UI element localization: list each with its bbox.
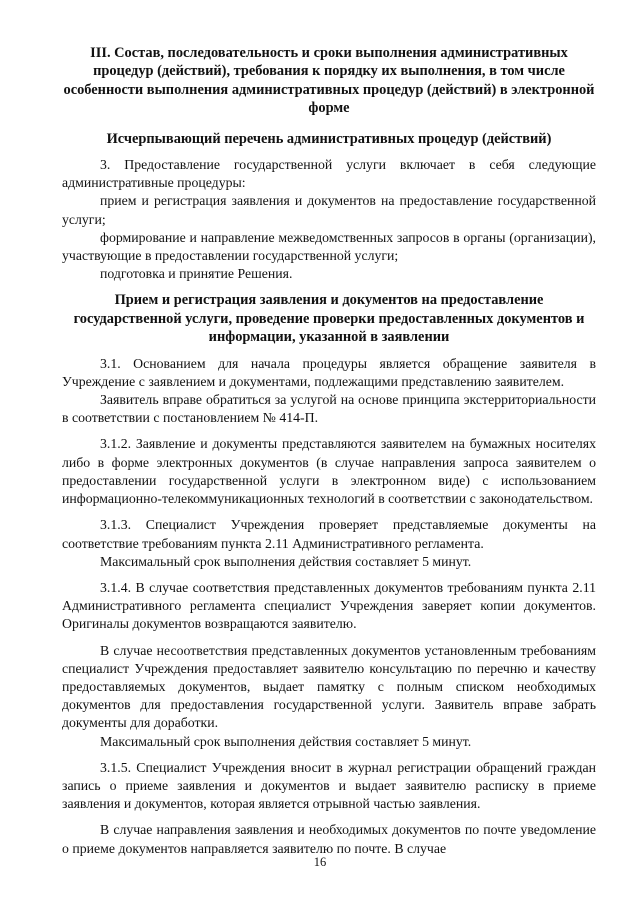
paragraph: 3.1.5. Специалист Учреждения вносит в журнал регистрации обращений граждан запись о приеме заявления и документов и выдает заявителю расписку в приеме заявления и документов, которая является отрывной частью заявления.: [62, 759, 596, 812]
paragraph: 3.1.3. Специалист Учреждения проверяет представляемые документы на соответствие требованиям пункта 2.11 Административного регламента.: [62, 517, 596, 551]
paragraph: Заявитель вправе обратиться за услугой на основе принципа экстерриториальности в соответствии с постановлением № 414-П.: [62, 392, 596, 426]
list-item: формирование и направление межведомственных запросов в органы (организации), участвующие в предоставлении государственной услуги;: [62, 229, 596, 264]
document-page: [62, 44, 596, 858]
list-intro: 3. Предоставление государственной услуги включает в себя следующие административные процедуры:: [62, 157, 596, 191]
paragraph: 3.1.4. В случае соответствия представленных документов требованиям пункта 2.11 Административного регламента специалист Учреждения заверяет копии документов. Оригиналы документов возвращаются заявителю.: [62, 579, 596, 632]
paragraph: В случае несоответствия представленных документов установленным требованиям специалист Учреждения предоставляет заявителю консультацию по перечню и качеству предоставляемых документов, выдает памятку с полным списком необходимых документов для предоставления государственной услуги. Заявитель вправе забрать документы для доработки.: [62, 642, 596, 731]
subsection-heading-procedures: Исчерпывающий перечень административных процедур (действий): [106, 130, 552, 147]
list-item: подготовка и принятие Решения.: [100, 266, 293, 282]
section-heading: III. Состав, последовательность и сроки выполнения административных процедур (действий), требования к порядку их выполнения, в том числе особенности выполнения административных процедур (действий) в электронной форме: [63, 45, 595, 117]
paragraph: 3.1. Основанием для начала процедуры является обращение заявителя в Учреждение с заявлением и документами, подлежащими представлению заявителем.: [62, 355, 596, 389]
paragraph: В случае направления заявления и необходимых документов по почте уведомление о приеме документов направляется заявителю по почте. В случае: [62, 822, 596, 856]
subsection-heading-reception: Прием и регистрация заявления и документов на предоставление государственной услуги, проведение проверки предоставленных документов и информации, указанной в заявлении: [73, 292, 585, 346]
paragraph: 3.1.2. Заявление и документы представляются заявителем на бумажных носителях либо в форме электронных документов (в случае направления запроса заявителем о предоставлении государственной услуги в электронном виде) с использованием информационно-телекоммуникационных технологий в соответствии с законодательством.: [62, 436, 596, 507]
paragraph: Максимальный срок выполнения действия составляет 5 минут.: [100, 553, 472, 569]
paragraph: Максимальный срок выполнения действия составляет 5 минут.: [100, 733, 472, 749]
page-number: 16: [313, 855, 327, 869]
list-item: прием и регистрация заявления и документов на предоставление государственной услуги;: [62, 193, 596, 227]
